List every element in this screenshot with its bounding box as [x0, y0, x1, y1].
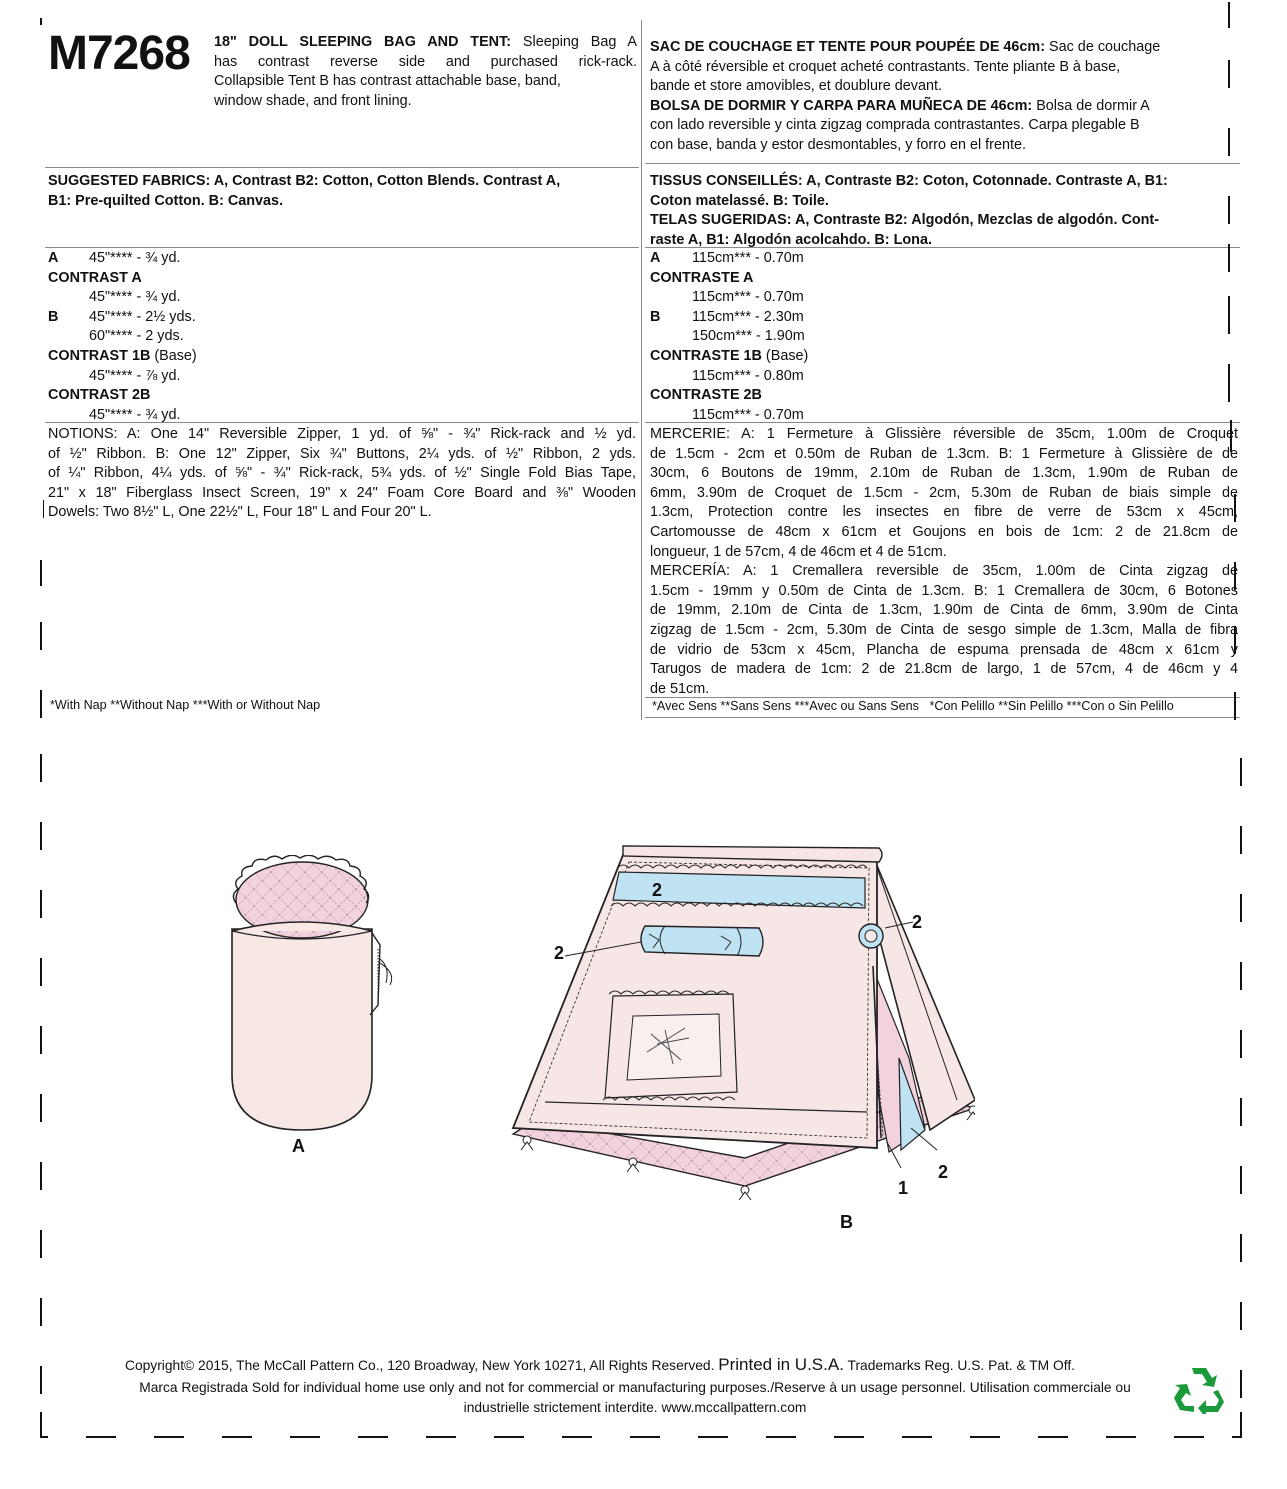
yardage-row: [48, 308, 638, 328]
notions-line: longueur, 1 de 57cm, 4 de 46cm et 4 de 51cm.: [650, 543, 947, 560]
rule-header-left: [45, 167, 639, 168]
spanish-title: BOLSA DE DORMIR Y CARPA PARA MUÑECA DE 46cm:: [650, 97, 1033, 114]
fabrics-line: TISSUS CONSEILLÉS: A, Contraste B2: Coton, Cotonnade. Contraste A, B1:: [650, 173, 1168, 189]
copyright-text: Copyright© 2015, The McCall Pattern Co., 120 Broadway, New York 10271, All Rights Reserved.: [124, 1358, 715, 1373]
yardage-view-label: A: [650, 250, 661, 266]
desc-line: A à côté réversible et croquet acheté contrastants. Tente pliante B à base,: [650, 58, 1121, 75]
usage-line-2: industrielle strictement interdite. www.mccallpattern.com: [463, 1400, 807, 1415]
notions-line: MERCERÍA: A: 1 Cremallera reversible de 35cm, 1.00m de Cinta zigzag de: [650, 563, 1238, 580]
yardage-value: 45"**** - ¾ yd.: [89, 289, 181, 306]
notions-line: Tarugos de madera de 1cm: 2 de 21.8cm de largo, 1 de 57cm, 4 de 46cm y 4: [650, 661, 1238, 678]
tent-callout: 2: [912, 912, 923, 932]
desc-line: Sac de couchage: [1049, 39, 1161, 55]
nap-legend-fr-es: *Avec Sens **Sans Sens ***Avec ou Sans Sens *Con Pelillo **Sin Pelillo ***Con o Sin Pelillo: [652, 699, 1174, 713]
notions-line: de 1.5cm - 2cm et 0.50m de Ruban de 1.3cm. B: 1 Fermeture à Glissière de de: [650, 445, 1238, 462]
notions-line: Cartomousse de 48cm x 61cm et Goujons en bois de 1cm: 2 de 21.8cm de: [650, 523, 1238, 540]
yardage-value: 115cm*** - 0.70m: [692, 250, 804, 266]
english-description: [214, 33, 637, 111]
yardage-value: 150cm*** - 1.90m: [692, 328, 805, 345]
sleeping-bag-illustration: [220, 855, 410, 1135]
notions-line: of ½" Ribbon. B: One 12" Zipper, Six ¾" Buttons, 2¼ yds. of ½" Ribbon, 2 yds.: [48, 445, 636, 462]
fabrics-line: Coton matelassé. B: Toile.: [650, 192, 829, 209]
notions-line: 6mm, 3.90m de Croquet de 1.5cm - 2cm, 5.30m de Ruban de biais simple de: [650, 484, 1238, 501]
desc-line: con base, banda y estor desmontables, y forro en el frente.: [650, 136, 1026, 153]
notions-line: Dowels: Two 8½" L, One 22½" L, Four 18" L and Four 20" L.: [48, 504, 432, 521]
notions-line: zigzag de 1.5cm - 2cm, 5.30m de Cinta de sesgo simple de 1.3cm, Malla de fibra: [650, 621, 1238, 638]
french-spanish-description: [650, 38, 1240, 156]
usage-line: Marca Registrada Sold for individual home use only and not for commercial or manufacturing purposes./Reserve à un usage personnel. Utilisation commerciale ou: [139, 1380, 1131, 1395]
yardage-view-label: B: [48, 308, 59, 325]
suggested-fabrics-fr-es: [650, 172, 1240, 250]
notions-line: 30cm, 6 Boutons de 19mm, 2.10m de Ruban de 1.3cm, 1.90m de Ruban de: [650, 465, 1238, 482]
notions-fr-es: [650, 425, 1238, 699]
desc-line: window shade, and front lining.: [214, 92, 412, 109]
pattern-number: M7268: [48, 27, 190, 80]
printed-in: Printed in U.S.A.: [718, 1355, 844, 1374]
fabrics-line: raste A, B1: Algodón acolcahdo. B: Lona.: [650, 231, 932, 248]
fabrics-line: TELAS SUGERIDAS: A, Contraste B2: Algodón, Mezclas de algodón. Cont-: [650, 212, 1160, 229]
notions-line: of ¼" Ribbon, 4¼ yds. of ⅝" - ¾" Rick-rack, 5¾ yds. of ½" Single Fold Bias Tape,: [48, 465, 636, 482]
tent-callout: 2: [652, 880, 663, 900]
fabrics-line: B1: Pre-quilted Cotton. B: Canvas.: [48, 192, 284, 209]
yardage-heading-label: CONTRAST 1B: [48, 347, 151, 364]
tent-callout: 2: [938, 1162, 949, 1182]
yardage-heading: [650, 347, 1240, 367]
desc-line: con lado reversible y cinta zigzag comprada contrastantes. Carpa plegable B: [650, 117, 1140, 134]
french-title: SAC DE COUCHAGE ET TENTE POUR POUPÉE DE 46cm:: [650, 39, 1046, 55]
rule-header-right: [645, 163, 1240, 164]
yardage-row: [48, 249, 638, 269]
yardage-row: [650, 308, 1240, 328]
view-a-label: A: [292, 1136, 305, 1156]
notions-line: MERCERIE: A: 1 Fermeture à Glissière réversible de 35cm, 1.00m de Croquet: [650, 426, 1238, 442]
desc-line: has contrast reverse side and purchased rick-rack.: [214, 53, 637, 70]
notions-line: de 51cm.: [650, 680, 710, 697]
rule-fabrics-left: [45, 247, 639, 248]
notions-line: de vidrio de 53cm x 45cm, Plancha de espuma prensada de 48cm x 61cm y: [650, 641, 1238, 658]
desc-line: Collapsible Tent B has contrast attachable base, band,: [214, 73, 561, 90]
rule-bottom-right: [645, 717, 1240, 718]
yardage-value: 115cm*** - 2.30m: [692, 308, 804, 325]
view-b-label: B: [840, 1212, 853, 1232]
yardage-view-label: A: [48, 250, 59, 266]
tent-illustration: [505, 838, 975, 1228]
notions-line: 21" x 18" Fiberglass Insect Screen, 19" x 24" Foam Core Board and ⅜" Wooden: [48, 484, 636, 501]
recycle-icon: [1172, 1364, 1226, 1414]
yardage-heading: CONTRASTE 2B: [650, 387, 762, 404]
yardage-value: 115cm*** - 0.70m: [692, 289, 804, 306]
yardage-heading: CONTRAST 2B: [48, 387, 151, 404]
desc-line: bande et store amovibles, et doublure devant.: [650, 78, 943, 95]
fabrics-line: SUGGESTED FABRICS: A, Contrast B2: Cotton, Cotton Blends. Contrast A,: [48, 173, 561, 189]
yardage-table-fr-es: [650, 249, 1240, 425]
notions-line: 1.3cm, Protection contre les insectes en fibre de verre de 53cm x 45cm,: [650, 504, 1238, 521]
nap-legend-en: *With Nap **Without Nap ***With or Without Nap: [50, 698, 321, 712]
yardage-heading-label: CONTRASTE 1B: [650, 347, 762, 364]
yardage-heading: CONTRAST A: [48, 269, 142, 286]
yardage-value: 45"**** - ¾ yd.: [89, 406, 181, 423]
yardage-value: 45"**** - ¾ yd.: [89, 250, 181, 266]
yardage-value: 115cm*** - 0.70m: [692, 406, 804, 423]
suggested-fabrics-en: [48, 172, 638, 211]
copyright-line: [60, 1355, 1140, 1376]
tent-callout: 2: [554, 943, 565, 963]
notions-line: de 19mm, 2.10m de Cinta de 1.3cm, 1.90m de Cinta de 6mm, 3.90m de Cinta: [650, 602, 1238, 619]
desc-line: Bolsa de dormir A: [1036, 97, 1150, 114]
notions-en: [48, 425, 636, 523]
yardage-heading-suffix: (Base): [761, 347, 809, 364]
column-divider: [641, 20, 642, 720]
yardage-value: 45"**** - ⅞ yd.: [89, 367, 181, 384]
yardage-heading-suffix: (Base): [150, 347, 197, 364]
trademark-text: Trademarks Reg. U.S. Pat. & TM Off.: [847, 1358, 1075, 1373]
yardage-value: 45"**** - 2½ yds.: [89, 308, 196, 325]
yardage-heading: CONTRASTE A: [650, 269, 754, 286]
yardage-row: [650, 249, 1240, 269]
notions-line: 1.5cm - 19mm y 0.50m de Cinta de 1.3cm. B: 1 Cremallera de 30cm, 6 Botones: [650, 582, 1238, 599]
yardage-heading: [48, 347, 638, 367]
yardage-value: 115cm*** - 0.80m: [692, 367, 804, 384]
desc-line: Sleeping Bag A: [522, 34, 637, 50]
yardage-value: 60"**** - 2 yds.: [89, 328, 184, 345]
yardage-view-label: B: [650, 308, 661, 325]
yardage-table-en: [48, 249, 638, 425]
notions-line: NOTIONS: A: One 14" Reversible Zipper, 1 yd. of ⅝" - ¾" Rick-rack and ½ yd.: [48, 426, 636, 442]
english-title: 18" DOLL SLEEPING BAG AND TENT:: [214, 34, 512, 50]
tent-callout: 1: [898, 1178, 909, 1198]
